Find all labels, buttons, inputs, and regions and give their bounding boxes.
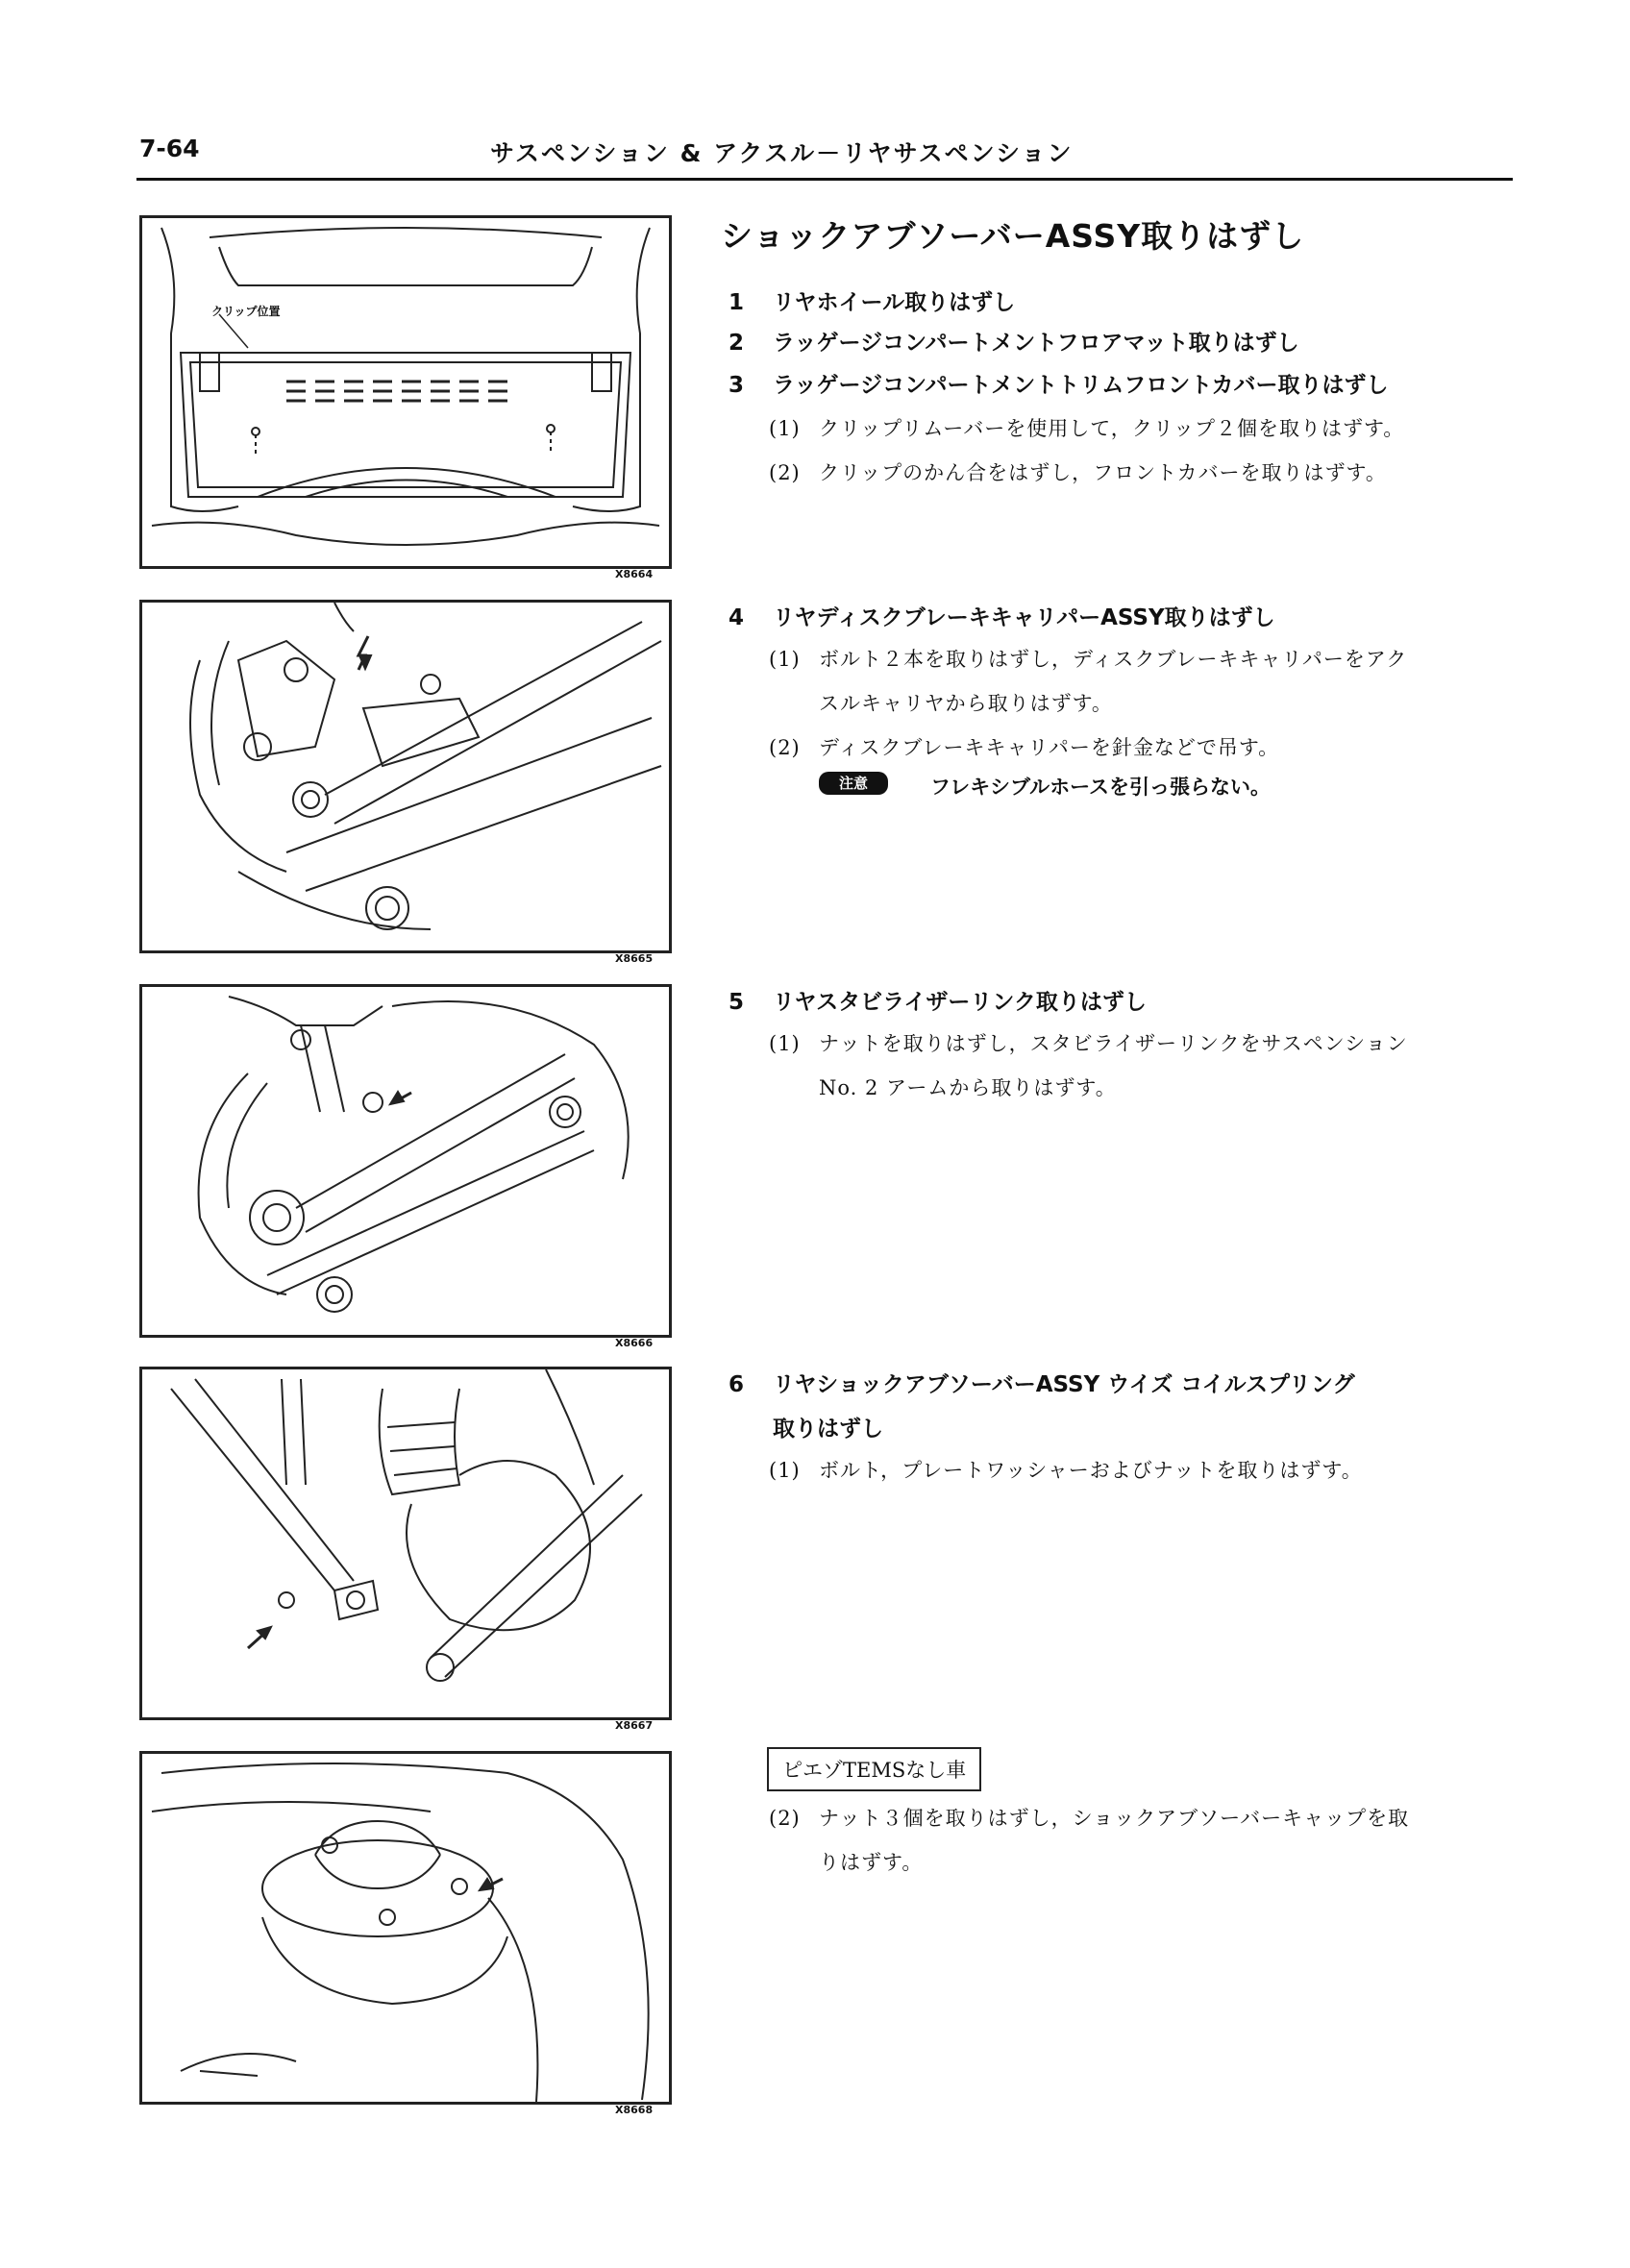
substep-number: (1) [769,1032,801,1055]
figure-brake-caliper [139,600,672,953]
substep [769,732,1279,761]
substep-number: (1) [769,648,801,671]
substep-text: クリップリムーバーを使用して，クリップ２個を取りはずす。 [819,417,1405,440]
figure-code: X8666 [615,1337,654,1349]
running-title: サスペンション & アクスル－リヤサスペンション [490,139,1074,167]
step-5 [729,984,1147,1016]
figure-stabilizer-link [139,984,672,1338]
substep [769,457,1387,486]
step-3 [729,367,1389,399]
figure-trunk-clip-position [139,215,672,569]
clip-position-callout: クリップ位置 [211,305,281,318]
step-number: 3 [729,373,745,398]
substep-continuation: No. 2 アームから取りはずす。 [819,1076,1117,1099]
step-number: 1 [729,290,745,315]
step-title: リヤホイール取りはずし [773,290,1016,315]
substep-number: (1) [769,417,801,440]
step-title: リヤスタビライザーリンク取りはずし [773,990,1147,1015]
substep [769,644,1407,673]
condition-box: ピエゾTEMSなし車 [767,1747,981,1791]
figure-code: X8668 [615,2104,654,2116]
header-rule [136,178,1513,181]
figure-code: X8667 [615,1719,654,1732]
step-number: 6 [729,1372,745,1397]
substep-continuation: スルキャリヤから取りはずす。 [819,692,1113,715]
substep [769,413,1404,442]
shock-illustration [142,1369,669,1717]
step-title: リヤショックアブソーバーASSY ウイズ コイルスプリング [773,1372,1355,1397]
figure-shock-cap [139,1751,672,2105]
substep [769,1803,1409,1832]
figure-shock-absorber-bolt [139,1367,672,1720]
substep-text: ナット３個を取りはずし，ショックアブソーバーキャップを取 [819,1807,1410,1830]
substep-text: ナットを取りはずし，スタビライザーリンクをサスペンション [819,1032,1408,1055]
step-number: 2 [729,331,745,356]
substep-number: (1) [769,1459,801,1482]
figure-code: X8665 [615,952,654,965]
caution-text: フレキシブルホースを引っ張らない。 [930,776,1272,799]
substep-text: ボルト２本を取りはずし，ディスクブレーキキャリパーをアク [819,648,1408,671]
substep-text: ボルト，プレートワッシャーおよびナットを取りはずす。 [819,1459,1363,1482]
substep-number: (2) [769,736,801,759]
caliper-illustration [142,603,669,950]
shock-cap-illustration [142,1754,669,2102]
step-4 [729,600,1275,631]
step-number: 5 [729,990,745,1015]
substep-text: ディスクブレーキキャリパーを針金などで吊す。 [819,736,1280,759]
substep [769,1028,1408,1057]
step-number: 4 [729,605,745,630]
step-6 [729,1367,1355,1398]
step-title: リヤディスクブレーキキャリパーASSY取りはずし [773,605,1275,630]
step-title: ラッゲージコンパートメントトリムフロントカバー取りはずし [773,373,1389,398]
section-title: ショックアブソーバーASSY取りはずし [721,217,1305,255]
substep-continuation: りはずす。 [819,1851,924,1874]
step-1 [729,284,1015,316]
figure-code: X8664 [615,568,654,580]
page-number: 7-64 [139,135,200,162]
step-title-continuation: 取りはずし [773,1417,883,1442]
step-title: ラッゲージコンパートメントフロアマット取りはずし [773,331,1299,356]
substep [769,1455,1363,1484]
step-2 [729,325,1299,357]
caution-badge: 注意 [819,772,888,795]
stabilizer-illustration [142,987,669,1335]
substep-text: クリップのかん合をはずし，フロントカバーを取りはずす。 [819,461,1387,484]
trunk-illustration [142,218,669,566]
substep-number: (2) [769,1807,801,1830]
substep-number: (2) [769,461,801,484]
